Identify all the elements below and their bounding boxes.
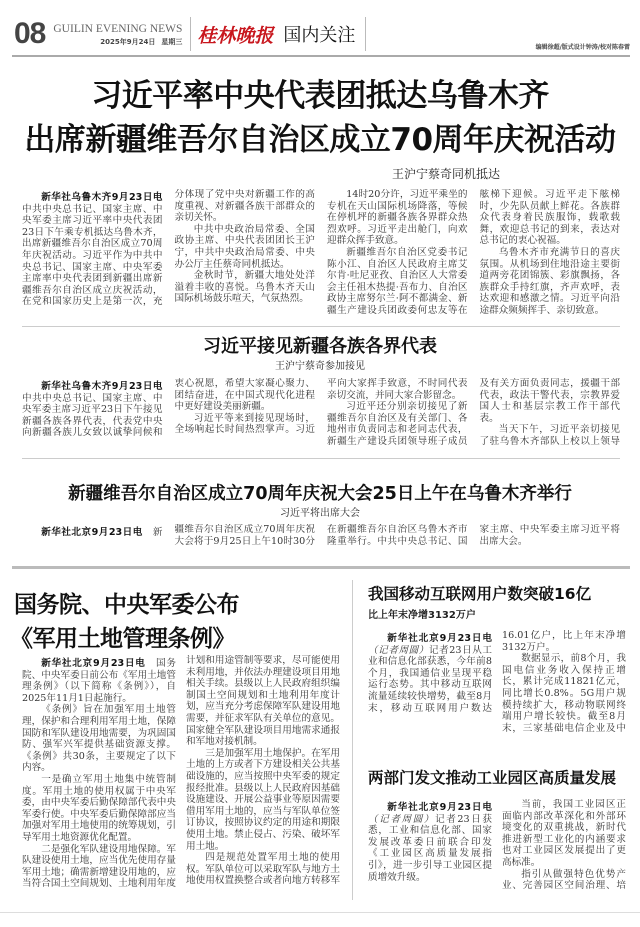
article-paragraph bbox=[480, 247, 621, 317]
divider bbox=[365, 17, 366, 51]
mobile-internet-body bbox=[368, 630, 626, 736]
column-divider bbox=[352, 580, 353, 900]
lead-headline-line-1: 习近平率中央代表团抵达乌鲁木齐 bbox=[91, 78, 549, 114]
article-paragraph bbox=[175, 270, 316, 305]
paragraph-text: 数据显示，前8个月，我国电信业务收入保持正增长，累计完成11821亿元，同比增长0.8%。5G用户规模持续扩大，移动物联网终端用户增长较快。截至8月末，三家基础电信企业及中 bbox=[502, 653, 626, 734]
article-3-headline: 新疆维吾尔自治区成立70周年庆祝大会25日上午在乌鲁木齐举行 bbox=[68, 484, 572, 504]
paragraph-text: 指引从做强特色优势产业、完善园区空间治理、培 bbox=[502, 868, 626, 892]
article-2-body bbox=[22, 378, 620, 450]
article-paragraph bbox=[22, 704, 176, 774]
lead-subheadline: 王沪宁蔡奇同机抵达 bbox=[392, 167, 501, 181]
paragraph-text: 乌鲁木齐市充满节日的喜庆氛围。从机场到住地沿途主要街道两旁花团锦簇、彩旗飘扬，各族群众手持红旗，齐声欢呼，表达欢迎和感激之情。习近平向沿途群众频频挥手、亲切致意。 bbox=[479, 246, 620, 316]
paragraph-text: 三是加强军用土地保护。在军用土地的上方或者下方建设相关公共基础设施的，应当按照中央军委的规定报经批准。县级以上人民政府因基础设施建设、开展公益事业等原因需要借用军用土地的，应当与军队单位签订协议，按照协议约定的用途和期限使用土地。禁止侵占、污染、破坏军用土地。 bbox=[186, 747, 340, 852]
mobile-internet-headline: 我国移动互联网用户数突破16亿 bbox=[368, 585, 592, 603]
paragraph-text: 中共中央总书记、国家主席、中央军委主席习近平23日下午接见新疆各族各界代表，代表党中央向新疆各族儿女致以诚挚问候和衷心祝愿，希望大家凝心聚力、团结奋进，在中国式现代化进程中更好建设美丽新疆。 bbox=[22, 378, 315, 439]
section-title: 国内关注 bbox=[283, 25, 356, 46]
masthead-rule bbox=[12, 55, 630, 57]
byline: （记者周圆） bbox=[368, 644, 429, 656]
article-paragraph bbox=[22, 774, 176, 844]
article-paragraph bbox=[186, 748, 340, 852]
section-rule bbox=[12, 566, 630, 569]
regulation-article-body bbox=[22, 655, 340, 897]
issue-dateline bbox=[100, 37, 182, 47]
paragraph-text: 中共中央政治局常委、全国政协主席、中央代表团团长王沪宁，中共中央政治局常委、中央办公厅主任蔡奇同机抵达。 bbox=[174, 223, 315, 270]
page-number: 08 bbox=[14, 17, 46, 50]
editor-credits: 编辑徐超/版式设计钟涛/校对陈春雷 bbox=[535, 44, 630, 51]
article-paragraph bbox=[22, 524, 620, 548]
paragraph-text: 当天下午，习近平亲切接见了驻乌鲁木齐部队上校以上领导 bbox=[479, 424, 620, 447]
industrial-park-body bbox=[368, 799, 626, 895]
paragraph-text: 当前，我国工业园区正面临内部改革深化和外部环境变化的双重挑战，新时代推进新型工业化的内涵要求也对工业园区发展提出了更高标准。 bbox=[502, 799, 626, 868]
paragraph-text: 二是强化军队建设用地保障。军队建设使用土地，应当优先使用存量军用土地；确需新增建设用地的，应当符合国土空间规划、土地利用年度计划和用途管制等要求，尽可能使用未利用地，并依法办理建设项目用地相关手续。县级以上人民政府组织编制国土空间规划和土地利用年度计划，应当充分考虑保障军队建设用地需要，并征求军队有关单位的意见。国家健全军队建设项目用地需求通报和军地对接机制。 bbox=[22, 655, 340, 890]
masthead-meta bbox=[53, 21, 182, 47]
paper-name-english: GUILIN EVENING NEWS bbox=[53, 23, 183, 35]
article-paragraph bbox=[368, 799, 492, 883]
masthead bbox=[14, 14, 630, 54]
divider bbox=[22, 326, 620, 327]
paragraph-text: 新疆维吾尔自治区成立70周年庆祝大会将于9月25日上午10时30分在新疆维吾尔自治区乌鲁木齐市隆重举行。中共中央总书记、国家主席、中央军委主席习近平将出席大会。 bbox=[152, 524, 620, 547]
mobile-internet-subheadline: 比上年末净增3132万户 bbox=[368, 610, 476, 621]
byline: （记者周圆） bbox=[368, 813, 436, 825]
paragraph-text: 记者23日获悉，工业和信息化部、国家发展改革委日前联合印发《工业园区高质量发展指引》，进一步引导工业园区提质增效升级。 bbox=[368, 813, 492, 883]
article-paragraph bbox=[327, 189, 468, 247]
industrial-park-headline: 两部门发文推动工业园区高质量发展 bbox=[368, 769, 617, 787]
paragraph-text: 记者23日从工业和信息化部获悉，今年前8个月，我国通信业呈现平稳运行态势。其中移动互联网流量延续较快增势，截至8月末，移动互联网用户数达16.01亿户，比上年末净增3132万户。 bbox=[368, 630, 626, 714]
paragraph-text: 《条例》旨在加强军用土地管理，保护和合理利用军用土地，保障国防和军队建设用地需要，为巩固国防、强军兴军提供基础资源支撑。《条例》共30条，主要规定了以下内容。 bbox=[22, 704, 176, 774]
dateline: 新华社北京9月23日电 bbox=[41, 658, 146, 669]
page-bottom-rule bbox=[0, 912, 640, 913]
article-paragraph bbox=[22, 655, 176, 704]
article-paragraph bbox=[175, 224, 316, 270]
issue-date: 2025年9月24日 bbox=[100, 38, 156, 46]
paragraph-text: 中共中央总书记、国家主席、中央军委主席习近平率中央代表团23日下午乘专机抵达乌鲁木齐，出席新疆维吾尔自治区成立70周年庆祝活动。习近平作为中共中央总书记、国家主席、中央军委主席率中央代表团到新疆出席新疆维吾尔自治区成立庆祝活动，在党和国家历史上是第一次，充分体现了党中央对新疆工作的高度重视、对新疆各族干部群众的亲切关怀。 bbox=[22, 189, 315, 308]
dateline: 新华社乌鲁木齐9月23日电 bbox=[41, 192, 163, 203]
article-2-headline: 习近平接见新疆各族各界代表 bbox=[203, 336, 437, 357]
lead-headline-line-2: 出席新疆维吾尔自治区成立70周年庆祝活动 bbox=[24, 122, 616, 158]
paragraph-text: 一是确立军用土地集中统管制度。军用土地的使用权属于中央军委，由中央军委后勤保障部代表中央军委行使。中央军委后勤保障部应当加强对军用土地使用的统筹规划，引导军用土地资源优化配置。 bbox=[22, 773, 176, 843]
divider bbox=[190, 17, 191, 51]
divider bbox=[22, 458, 620, 459]
paragraph-text: 习近平还分别亲切接见了新疆维吾尔自治区及有关部门、各地州市负责同志和老同志代表，新疆生产建设兵团领导班子成员及有关方面负责同志，援疆干部代表，政法干警代表，宗教界爱国人士和基层宗教工作干部代表。 bbox=[327, 378, 620, 447]
dateline: 新华社北京9月23日电 bbox=[387, 633, 492, 644]
article-3-body bbox=[22, 524, 620, 548]
article-3-subheadline: 习近平将出席大会 bbox=[280, 508, 360, 519]
newspaper-logo: 桂林晚报 bbox=[197, 24, 274, 47]
paragraph-text: 金秋时节，新疆大地处处洋溢着丰收的喜悦。乌鲁木齐天山国际机场鼓乐喧天，气氛热烈。 bbox=[174, 270, 315, 305]
article-paragraph bbox=[502, 799, 626, 869]
lead-article-body bbox=[22, 189, 620, 317]
paragraph-text: 习近平等来到接见现场时，全场响起长时间热烈掌声。习近平向大家挥手致意，不时同代表亲切交流，并同大家合影留念。 bbox=[174, 378, 468, 436]
dateline: 新华社乌鲁木齐9月23日电 bbox=[41, 381, 163, 392]
article-2-subheadline: 王沪宁蔡奇参加接见 bbox=[275, 361, 365, 372]
regulation-headline-line-1: 国务院、中央军委公布 bbox=[14, 592, 239, 618]
issue-weekday: 星期三 bbox=[161, 38, 183, 46]
paragraph-text: 14时20分许，习近平乘坐的专机在天山国际机场降落，等候在停机坪的新疆各族各界群众热烈欢呼。习近平走出舱门，向欢迎群众挥手致意。 bbox=[327, 189, 468, 247]
dateline: 新华社北京9月23日电 bbox=[387, 802, 492, 813]
paragraph-text: 四是规范处置军用土地的使用权。军队单位可以采取军队与地方土地使用权置换整合或者向地方转移军 bbox=[186, 852, 340, 887]
dateline: 新华社北京9月23日电 bbox=[41, 527, 143, 538]
paragraph-text: 新疆维吾尔自治区党委书记陈小江、自治区人民政府主席艾尔肯·吐尼亚孜、自治区人大常委会主任祖木热提·吾布力、自治区政协主席努尔兰·阿不都满金、新疆生产建设兵团政委何忠友等在舷梯下迎候。习近平走下舷梯时，少先队员献上鲜花。各族群众代表身着民族服饰，载歌载舞，欢迎总书记的到来，表达对总书记的衷心祝福。 bbox=[327, 189, 620, 316]
regulation-headline-line-2: 《军用土地管理条例》 bbox=[10, 626, 235, 652]
paragraph-text: 国务院、中央军委日前公布《军用土地管理条例》（以下简称《条例》），自2025年11月1日起施行。 bbox=[22, 658, 177, 704]
